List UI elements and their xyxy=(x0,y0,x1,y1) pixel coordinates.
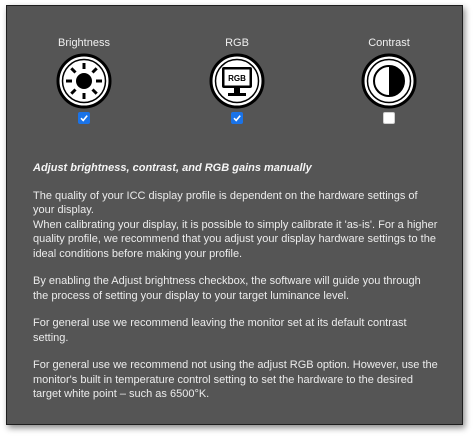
contrast-icon xyxy=(361,53,417,109)
brightness-label: Brightness xyxy=(58,37,110,49)
paragraph-contrast: For general use we recommend leaving the monitor set at its default contrast setting. xyxy=(33,317,407,344)
rgb-option xyxy=(187,36,287,124)
rgb-label: RGB xyxy=(225,37,249,49)
section-heading: Adjust brightness, contrast, and RGB gains manually xyxy=(33,162,312,174)
contrast-label: Contrast xyxy=(368,37,410,49)
paragraph-rgb: For general use we recommend not using the adjust RGB option. However, use the monitor's built in temperature control setting to set the hardware to the desired target white point – such as 6500°K. xyxy=(33,359,438,400)
rgb-checkbox[interactable] xyxy=(231,112,243,124)
paragraph-profile-quality: The quality of your ICC display profile is dependent on the hardware settings of your display. When calibrating your display, it is possible to simply calibrate it 'as-is'. For a higher quality profile, we recommend that you adjust your display hardware settings to the ideal conditions before making your profile. xyxy=(33,189,438,260)
adjustment-options xyxy=(7,36,462,136)
contrast-checkbox[interactable] xyxy=(383,112,395,124)
description-text xyxy=(33,161,438,415)
rgb-monitor-icon xyxy=(209,53,265,109)
contrast-option xyxy=(339,36,439,124)
brightness-checkbox[interactable] xyxy=(78,112,90,124)
calibration-options-panel xyxy=(6,5,463,425)
sun-icon xyxy=(56,53,112,109)
rgb-icon-text: RGB xyxy=(228,74,246,83)
paragraph-brightness: By enabling the Adjust brightness checkbox, the software will guide you through the process of setting your display to your target luminance level. xyxy=(33,275,421,302)
brightness-option xyxy=(34,36,134,124)
